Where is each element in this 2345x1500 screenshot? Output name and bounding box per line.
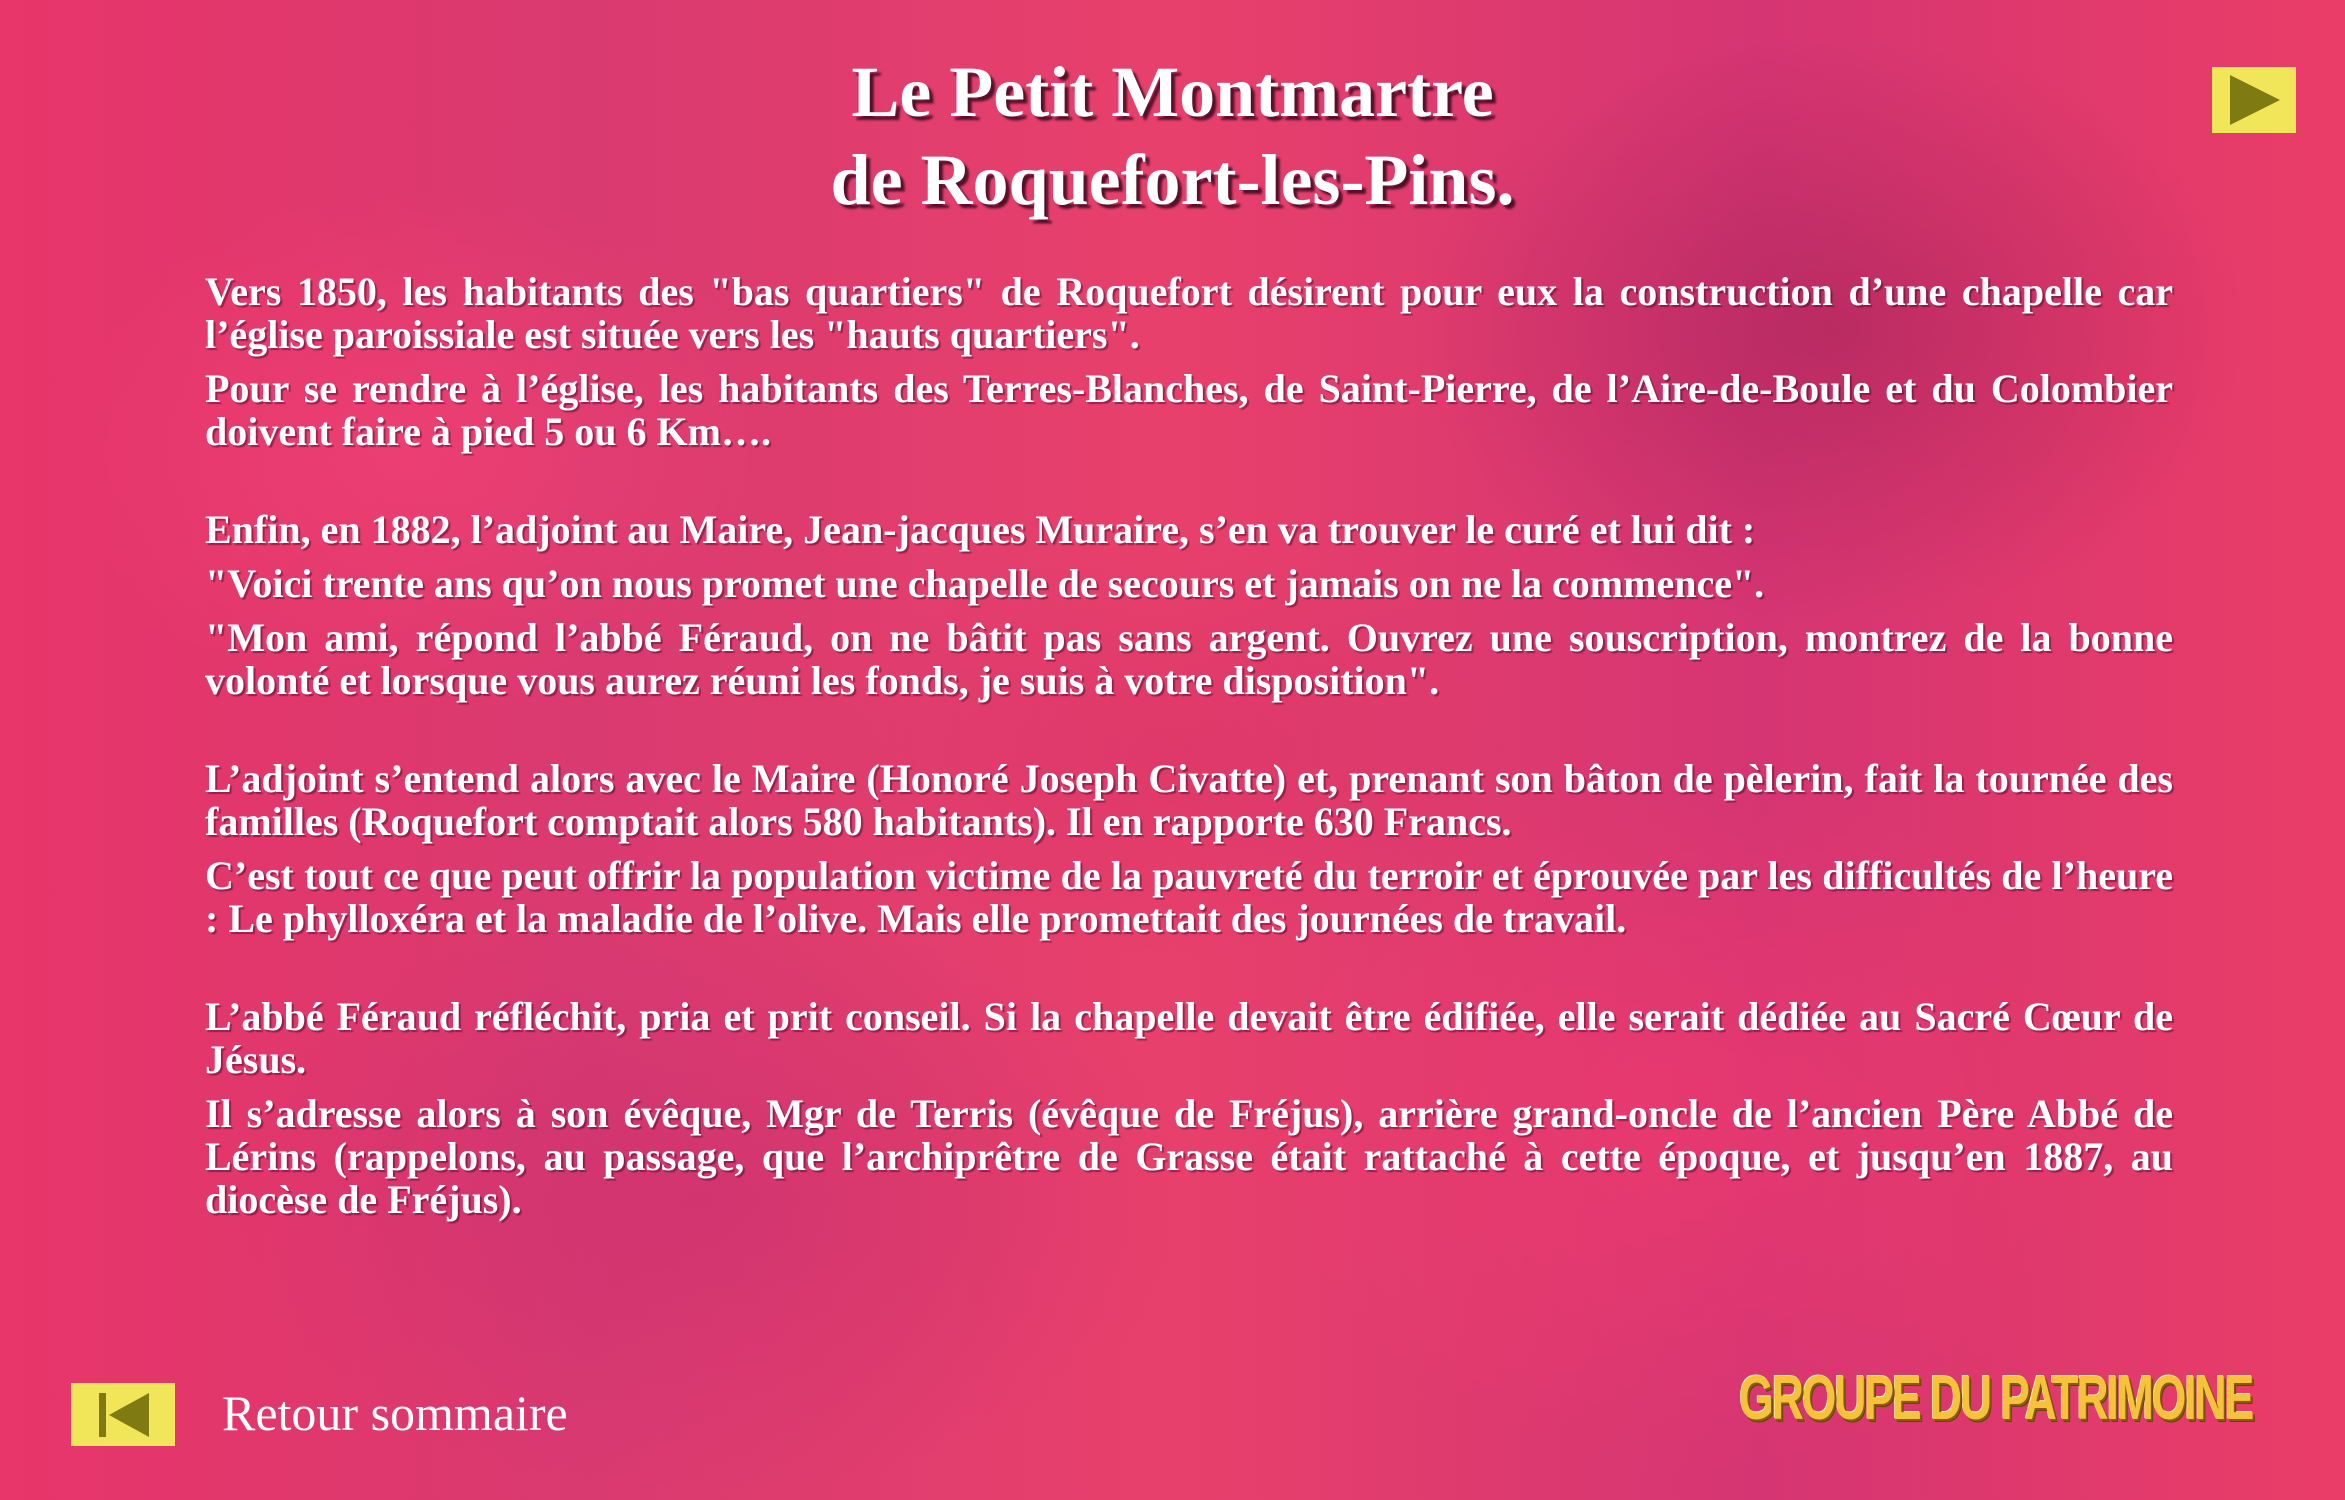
groupe-patrimoine-logo: GROUPE DU PATRIMOINE bbox=[1739, 1364, 2253, 1433]
title-line-2: de Roquefort-les-Pins. bbox=[830, 140, 1515, 220]
paragraph: C’est tout ce que peut offrir la population victime de la pauvreté du terroir et éprouvée par les difficultés de l’heure : Le phylloxéra et la maladie de l’olive. Mais elle promettait des journées de travail. bbox=[205, 853, 2173, 941]
paragraph: "Voici trente ans qu’on nous promet une chapelle de secours et jamais on ne la commence". bbox=[205, 561, 1765, 606]
next-page-button[interactable] bbox=[2212, 67, 2296, 133]
paragraph: Vers 1850, les habitants des "bas quartiers" de Roquefort désirent pour eux la construction d’une chapelle car l’église paroissiale est située vers les "hauts quartiers". bbox=[205, 269, 2173, 357]
article-body bbox=[205, 270, 2173, 1232]
play-next-icon bbox=[2212, 67, 2296, 133]
paragraph: L’adjoint s’entend alors avec le Maire (Honoré Joseph Civatte) et, prenant son bâton de pèlerin, fait la tournée des familles (Roquefort comptait alors 580 habitants). Il en rapporte 630 Francs. bbox=[205, 756, 2173, 844]
back-to-summary-button[interactable] bbox=[71, 1383, 175, 1446]
skip-back-icon bbox=[71, 1383, 175, 1446]
paragraph: L’abbé Féraud réfléchit, pria et prit conseil. Si la chapelle devait être édifiée, elle serait dédiée au Sacré Cœur de Jésus. bbox=[205, 994, 2173, 1082]
paragraph: Enfin, en 1882, l’adjoint au Maire, Jean-jacques Muraire, s’en va trouver le curé et lui dit : bbox=[205, 507, 1756, 552]
title-line-1: Le Petit Montmartre bbox=[851, 52, 1494, 132]
paragraph: "Mon ami, répond l’abbé Féraud, on ne bâtit pas sans argent. Ouvrez une souscription, montrez de la bonne volonté et lorsque vous aurez réuni les fonds, je suis à votre disposition". bbox=[205, 615, 2173, 703]
paragraph: Il s’adresse alors à son évêque, Mgr de Terris (évêque de Fréjus), arrière grand-oncle de l’ancien Père Abbé de Lérins (rappelons, au passage, que l’archiprêtre de Grasse était rattaché à cette époque, et jusqu’en 1887, au diocèse de Fréjus). bbox=[205, 1091, 2173, 1222]
page-title bbox=[0, 48, 2345, 224]
paragraph: Pour se rendre à l’église, les habitants des Terres-Blanches, de Saint-Pierre, de l’Aire-de-Boule et du Colombier doivent faire à pied 5 ou 6 Km…. bbox=[205, 366, 2173, 454]
back-to-summary-link[interactable]: Retour sommaire bbox=[222, 1385, 568, 1441]
